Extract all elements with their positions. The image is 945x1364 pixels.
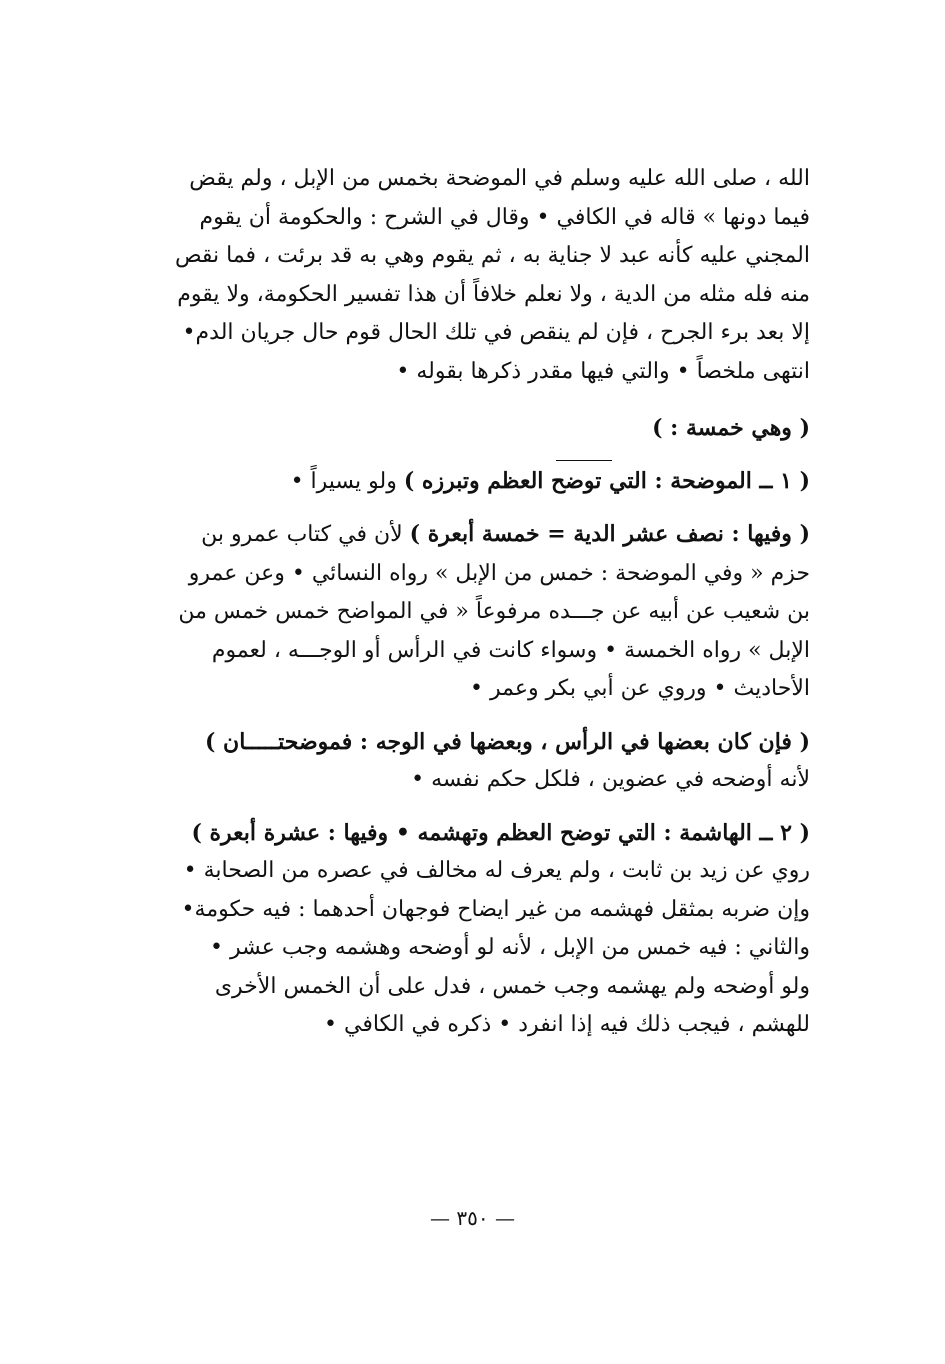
text-line: والثاني : فيه خمس من الإبل ، لأنه لو أوضحه وهشمه وجب عشر • — [210, 935, 810, 960]
text-line: الإبل » رواه الخمسة • وسواء كانت في الرأس أو الوجـــه ، لعموم — [211, 637, 810, 663]
item-1 — [100, 462, 810, 502]
text-line: روي عن زيد بن ثابت ، ولم يعرف له مخالف في عصره من الصحابة • — [183, 858, 810, 883]
paragraph-2-title: ( وفيها : نصف عشر الدية = خمسة أبعرة ) — [409, 521, 810, 547]
text-line: فيما دونها » قاله في الكافي • وقال في الشرح : والحكومة أن يقوم — [199, 204, 810, 230]
text-line: للهشم ، فيجب ذلك فيه إذا انفرد • ذكره في الكافي • — [324, 1012, 810, 1037]
paragraph-3-title: ( فإن كان بعضها في الرأس ، وبعضها في الوجه : فموضحتـــــان ) — [204, 728, 810, 755]
text-line: الأحاديث • وروي عن أبي بكر وعمر • — [470, 676, 810, 701]
text-line: المجني عليه كأنه عبد لا جناية به ، ثم يقوم وهي به قد برئت ، فما نقص — [174, 243, 810, 268]
page-number: — ٣٥٠ — — [430, 1206, 515, 1230]
text-line: انتهى ملخصاً • والتي فيها مقدر ذكرها بقوله • — [396, 358, 810, 384]
text-line: لأنه أوضحه في عضوين ، فلكل حكم نفسه • — [411, 767, 810, 792]
section-heading: ( وهي خمسة : ) — [652, 415, 810, 441]
text-line: ولو أوضحه ولم يهشمه وجب خمس ، فدل على أن الخمس الأخرى — [214, 973, 810, 999]
paragraph-2-lead: لأن في كتاب عمرو بن — [201, 522, 410, 547]
page-body — [100, 160, 810, 1045]
text-line: منه فله مثله من الدية ، ولا نعلم خلافاً أن هذا تفسير الحكومة، ولا يقوم — [177, 281, 810, 307]
item-2-title: ( ٢ ــ الهاشمة : التي توضح العظم وتهشمه • وفيها : عشرة أبعرة ) — [191, 819, 810, 846]
paragraph-4 — [100, 852, 810, 1045]
text-line: بن شعيب عن أبيه عن جـــده مرفوعاً « في المواضح خمس خمس من — [178, 599, 810, 624]
paragraph-2 — [100, 515, 810, 709]
paragraph-1 — [100, 160, 810, 391]
paragraph-3 — [100, 723, 810, 800]
heading-overline — [556, 460, 612, 461]
item-1-text: ولو يسيراً • — [290, 468, 404, 494]
text-line: وإن ضربه بمثقل فهشمه من غير ايضاح فوجهان أحدهما : فيه حكومة• — [181, 896, 810, 922]
text-line: إلا بعد برء الجرح ، فإن لم ينقص في تلك الحال قوم حال جريان الدم• — [182, 320, 810, 345]
paragraph-2-first-line — [100, 515, 810, 555]
text-line: الله ، صلى الله عليه وسلم في الموضحة بخمس من الإبل ، ولم يقض — [189, 166, 810, 191]
text-line: حزم « وفي الموضحة : خمس من الإبل » رواه النسائي • وعن عمرو — [188, 560, 810, 586]
item-1-title: ( ١ ــ الموضحة : التي توضح العظم وتبرزه ) — [403, 467, 810, 494]
